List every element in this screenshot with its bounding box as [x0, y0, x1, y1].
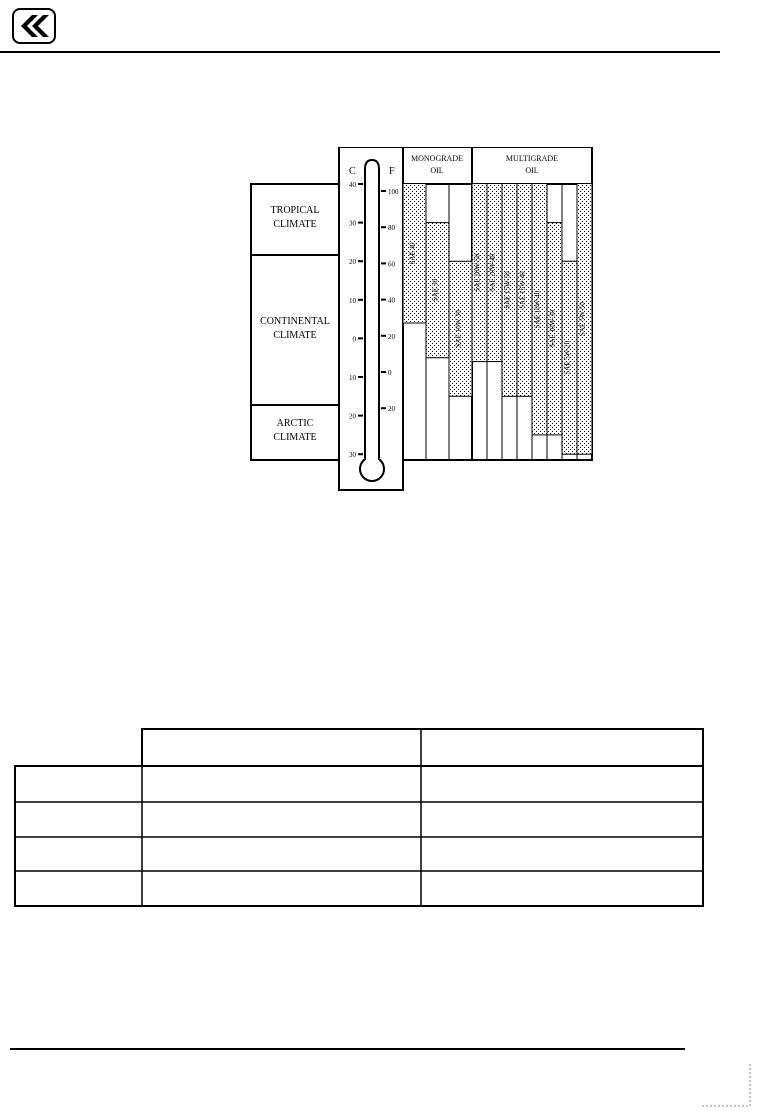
celsius-tick-label: 40	[349, 181, 356, 189]
fahrenheit-tick-label: 60	[388, 260, 395, 269]
celsius-tick-label: 10	[349, 296, 356, 305]
climate-label-continental: CONTINENTAL	[260, 316, 330, 327]
oil-grade-label: SAE 40	[408, 242, 417, 265]
fahrenheit-tick-label: 100	[388, 188, 399, 196]
page-edge-tab-icon	[702, 1060, 754, 1108]
oil-grade-label: SAE 5W-20	[563, 340, 572, 375]
fahrenheit-unit-label: F	[389, 166, 395, 177]
oil-grade-label: SAE 15W-40	[518, 271, 527, 309]
monograde-header-sub: OIL	[430, 166, 444, 175]
oil-grade-label: SAE 10W 30	[454, 310, 463, 348]
footer-rule	[10, 1048, 685, 1050]
celsius-tick-label: 30	[349, 219, 356, 228]
oil-grade-label: SAE 10W-40	[533, 290, 542, 329]
climate-label-arctic-sub: CLIMATE	[273, 432, 317, 443]
fahrenheit-tick-label: 80	[388, 224, 395, 233]
header-rule	[0, 51, 720, 53]
celsius-tick-label: 20	[349, 258, 356, 267]
celsius-tick-label: 30	[349, 451, 356, 460]
monograde-header: MONOGRADE	[411, 154, 463, 163]
multigrade-header-sub: OIL	[525, 166, 539, 175]
fahrenheit-tick-label: 40	[388, 296, 395, 305]
table-grid	[15, 729, 703, 906]
oil-grade-label: SAE 5W-50	[578, 302, 587, 337]
oil-grade-label: SAE 10W-30	[548, 309, 557, 348]
fahrenheit-tick-label: 20	[388, 332, 395, 341]
empty-data-table	[14, 728, 704, 908]
climate-label-tropical: TROPICAL	[270, 205, 320, 216]
oil-grade-label: SAE 15W-50	[503, 271, 512, 309]
oil-grade-label: SAE 20W-50	[473, 254, 482, 292]
oil-viscosity-figure	[248, 147, 594, 492]
logo-icon	[12, 8, 56, 44]
fahrenheit-tick-label: 0	[388, 369, 392, 377]
climate-label-tropical-sub: CLIMATE	[273, 219, 317, 230]
climate-label-continental-sub: CLIMATE	[273, 330, 317, 341]
multigrade-header: MULTIGRADE	[505, 154, 559, 163]
celsius-tick-label: 0	[352, 335, 356, 344]
fahrenheit-tick-label: 20	[388, 405, 395, 414]
oil-grade-label: SAE 30	[431, 279, 440, 302]
climate-label-arctic: ARCTIC	[276, 418, 314, 429]
celsius-tick-label: 10	[349, 374, 356, 382]
celsius-unit-label: C	[349, 166, 356, 177]
celsius-tick-label: 20	[349, 412, 356, 421]
oil-grade-label: SAE 20W-40	[488, 254, 497, 292]
